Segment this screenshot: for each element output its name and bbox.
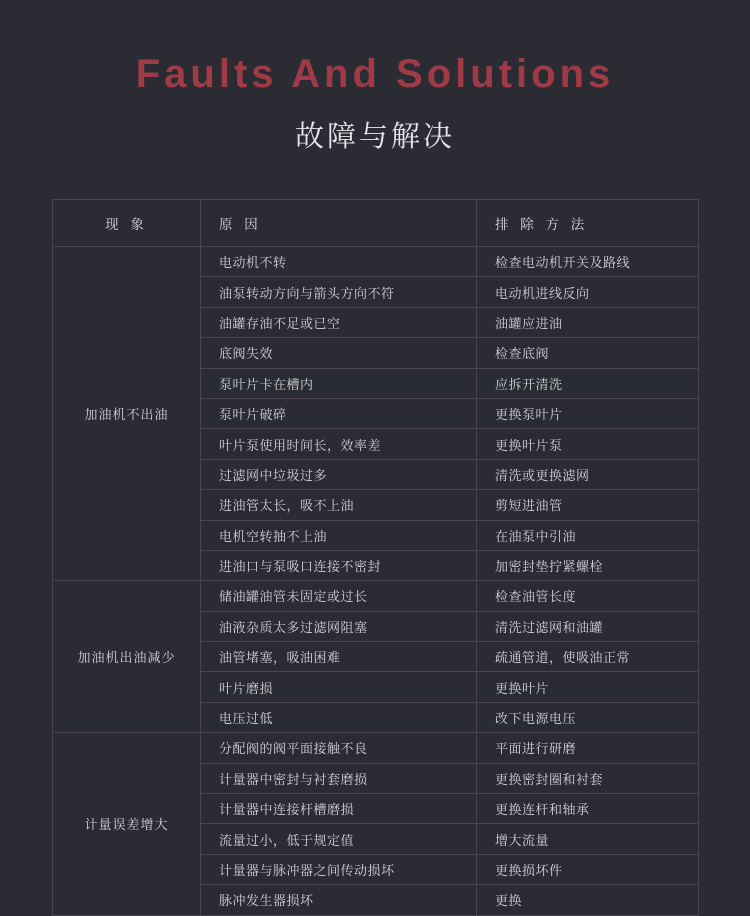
cell-cause: 分配阀的阀平面接触不良 — [201, 733, 477, 763]
column-header-cause: 原 因 — [201, 200, 477, 247]
cell-cause: 油罐存油不足或已空 — [201, 307, 477, 337]
cell-cause: 计量器中密封与衬套磨损 — [201, 763, 477, 793]
column-header-solution: 排 除 方 法 — [477, 200, 699, 247]
cell-solution: 清洗过滤网和油罐 — [477, 611, 699, 641]
cell-solution: 检查底阀 — [477, 338, 699, 368]
cell-solution: 电动机进线反向 — [477, 277, 699, 307]
cell-solution: 疏通管道，使吸油正常 — [477, 642, 699, 672]
cell-cause: 电机空转抽不上油 — [201, 520, 477, 550]
cell-cause: 电压过低 — [201, 702, 477, 732]
table-body — [53, 247, 699, 916]
table-header — [53, 200, 699, 247]
cell-cause: 油管堵塞，吸油困难 — [201, 642, 477, 672]
cell-solution: 更换叶片泵 — [477, 429, 699, 459]
cell-phenomenon: 加油机不出油 — [53, 247, 201, 581]
cell-cause: 计量器与脉冲器之间传动损坏 — [201, 854, 477, 884]
cell-phenomenon: 加油机出油减少 — [53, 581, 201, 733]
cell-cause: 底阀失效 — [201, 338, 477, 368]
page-title-english: Faults And Solutions — [135, 52, 615, 96]
page-title-chinese: 故障与解决 — [294, 121, 455, 153]
cell-cause: 油泵转动方向与箭头方向不符 — [201, 277, 477, 307]
cell-solution: 油罐应进油 — [477, 307, 699, 337]
cell-solution: 检查电动机开关及路线 — [477, 247, 699, 277]
cell-solution: 改下电源电压 — [477, 702, 699, 732]
cell-solution: 更换密封圈和衬套 — [477, 763, 699, 793]
cell-solution: 剪短进油管 — [477, 490, 699, 520]
cell-cause: 泵叶片卡在槽内 — [201, 368, 477, 398]
table-header-row — [53, 200, 699, 247]
cell-cause: 电动机不转 — [201, 247, 477, 277]
cell-cause: 油液杂质太多过滤网阻塞 — [201, 611, 477, 641]
cell-solution: 增大流量 — [477, 824, 699, 854]
table-row — [53, 581, 699, 611]
cell-cause: 泵叶片破碎 — [201, 398, 477, 428]
cell-solution: 平面进行研磨 — [477, 733, 699, 763]
cell-solution: 更换叶片 — [477, 672, 699, 702]
cell-solution: 更换连杆和轴承 — [477, 794, 699, 824]
table-row — [53, 247, 699, 277]
table-row — [53, 733, 699, 763]
cell-solution: 在油泵中引油 — [477, 520, 699, 550]
cell-solution: 更换损坏件 — [477, 854, 699, 884]
cell-solution: 检查油管长度 — [477, 581, 699, 611]
cell-cause: 储油罐油管未固定或过长 — [201, 581, 477, 611]
cell-cause: 叶片磨损 — [201, 672, 477, 702]
faults-table-wrapper — [52, 199, 698, 916]
cell-solution: 加密封垫拧紧螺栓 — [477, 550, 699, 580]
cell-cause: 脉冲发生器损坏 — [201, 885, 477, 915]
column-header-phenomenon: 现 象 — [53, 200, 201, 247]
cell-solution: 应拆开清洗 — [477, 368, 699, 398]
faults-table — [52, 199, 699, 916]
cell-cause: 叶片泵使用时间长，效率差 — [201, 429, 477, 459]
cell-cause: 流量过小，低于规定值 — [201, 824, 477, 854]
cell-solution: 更换 — [477, 885, 699, 915]
cell-cause: 过滤网中垃圾过多 — [201, 459, 477, 489]
cell-cause: 计量器中连接杆槽磨损 — [201, 794, 477, 824]
cell-phenomenon: 计量误差增大 — [53, 733, 201, 915]
cell-cause: 进油口与泵吸口连接不密封 — [201, 550, 477, 580]
cell-cause: 进油管太长，吸不上油 — [201, 490, 477, 520]
cell-solution: 更换泵叶片 — [477, 398, 699, 428]
cell-solution: 清洗或更换滤网 — [477, 459, 699, 489]
